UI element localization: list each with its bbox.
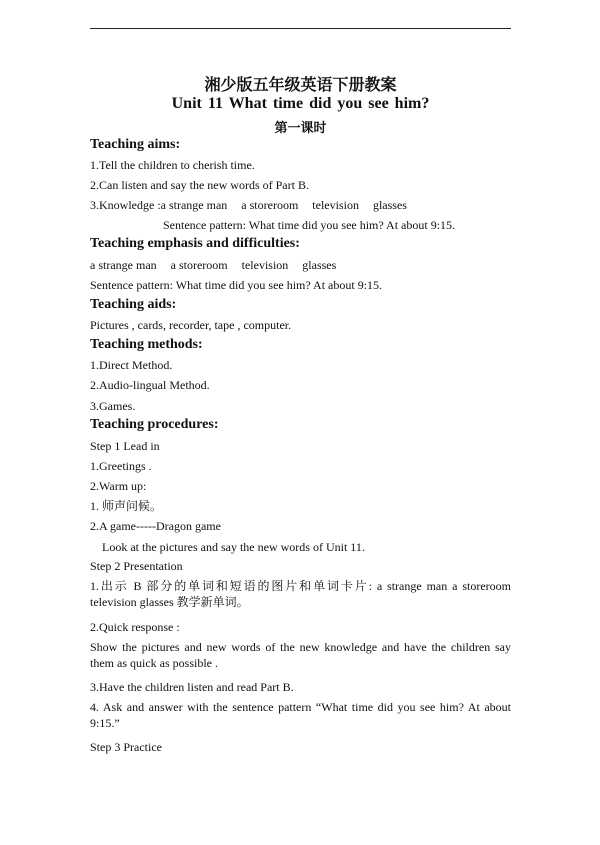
aims-vocab-television: television bbox=[312, 198, 359, 212]
game-line: 2.A game-----Dragon game bbox=[90, 519, 221, 533]
aims-heading: Teaching aims: bbox=[90, 137, 181, 152]
aims-knowledge-label: 3.Knowledge :a strange man bbox=[90, 198, 228, 212]
emphasis-words bbox=[90, 257, 336, 273]
emphasis-heading: Teaching emphasis and difficulties: bbox=[90, 236, 300, 251]
methods-item-1: 1.Direct Method. bbox=[90, 358, 173, 372]
step1-heading: Step 1 Lead in bbox=[90, 439, 160, 453]
lesson-subtitle: 第一课时 bbox=[274, 121, 327, 136]
header-rule bbox=[90, 28, 511, 29]
aims-sentence-pattern: Sentence pattern: What time did you see him? At about 9:15. bbox=[163, 218, 456, 232]
emphasis-word-1: a strange man bbox=[90, 258, 157, 272]
methods-item-2: 2.Audio-lingual Method. bbox=[90, 378, 210, 392]
aims-item-3 bbox=[90, 197, 407, 213]
emphasis-word-4: glasses bbox=[302, 258, 337, 272]
methods-heading: Teaching methods: bbox=[90, 337, 203, 352]
quick-response-line: 2.Quick response : bbox=[90, 620, 180, 634]
listen-read-line: 3.Have the children listen and read Part B. bbox=[90, 680, 294, 694]
teacher-greeting-line: 1. 师声问候。 bbox=[90, 499, 163, 513]
document-title-cn: 湘少版五年级英语下册教案 bbox=[204, 75, 397, 94]
aims-vocab-glasses: glasses bbox=[372, 198, 407, 212]
methods-item-3: 3.Games. bbox=[90, 399, 136, 413]
greetings-line: 1.Greetings . bbox=[90, 459, 152, 473]
aims-item-2: 2.Can listen and say the new words of Part B. bbox=[90, 178, 309, 192]
presentation-item-1: 1.出示 B 部分的单词和短语的图片和单词卡片: a strange man a storeroom television glasses 教学新单词。 bbox=[90, 579, 511, 609]
emphasis-word-3: television bbox=[241, 258, 289, 272]
aims-item-1: 1.Tell the children to cherish time. bbox=[90, 158, 255, 172]
emphasis-word-2: a storeroom bbox=[170, 258, 228, 272]
aims-vocab-storeroom: a storeroom bbox=[241, 198, 299, 212]
step2-heading: Step 2 Presentation bbox=[90, 559, 183, 573]
aids-heading: Teaching aids: bbox=[90, 297, 177, 312]
emphasis-sentence: Sentence pattern: What time did you see him? At about 9:15. bbox=[90, 278, 383, 292]
step3-heading: Step 3 Practice bbox=[90, 740, 162, 754]
quick-response-text: Show the pictures and new words of the new knowledge and have the children say them as quick as possible . bbox=[90, 640, 511, 670]
look-pictures-line: Look at the pictures and say the new words of Unit 11. bbox=[102, 540, 365, 554]
procedures-heading: Teaching procedures: bbox=[90, 417, 219, 432]
aids-text: Pictures , cards, recorder, tape , computer. bbox=[90, 318, 292, 332]
document-title-en: Unit 11 What time did you see him? bbox=[171, 95, 430, 112]
warmup-line: 2.Warm up: bbox=[90, 479, 147, 493]
ask-answer-line: 4. Ask and answer with the sentence pattern “What time did you see him? At about 9:15.” bbox=[90, 700, 511, 730]
